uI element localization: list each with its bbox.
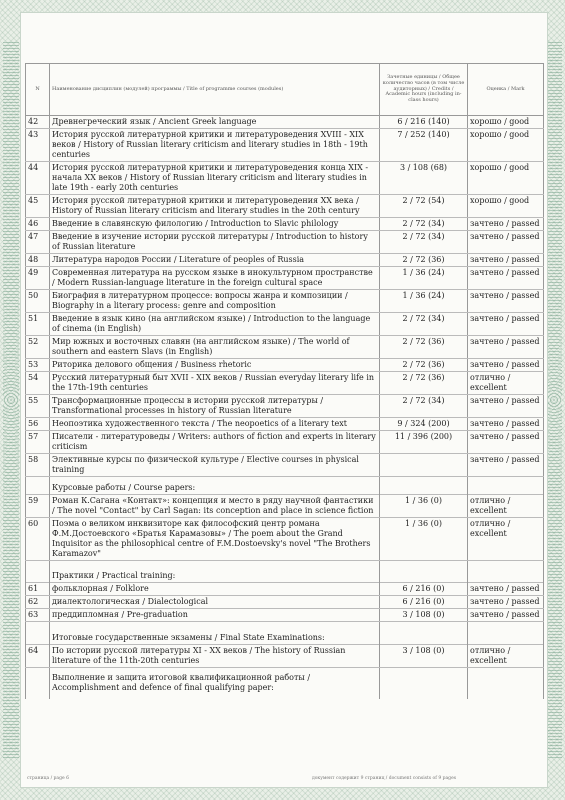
table-row bbox=[26, 195, 544, 218]
row-credits: 3 / 108 (0) bbox=[380, 609, 468, 622]
courses-group-exams bbox=[26, 644, 544, 667]
table-row bbox=[26, 162, 544, 195]
row-credits: 6 / 216 (140) bbox=[380, 116, 468, 129]
row-mark: зачтено / passed bbox=[468, 596, 544, 609]
row-mark: хорошо / good bbox=[468, 162, 544, 195]
row-mark: зачтено / passed bbox=[468, 454, 544, 477]
table-row bbox=[26, 596, 544, 609]
row-title: Мир южных и восточных славян (на английском языке) / The world of southern and eastern Slavs (in English) bbox=[50, 336, 380, 359]
table-row bbox=[26, 517, 544, 560]
row-credits: 2 / 72 (36) bbox=[380, 336, 468, 359]
row-number: 54 bbox=[26, 372, 50, 395]
table-row bbox=[26, 267, 544, 290]
row-title: История русской литературной критики и литературоведения XVIII - XIX веков / History of Russian literary criticism and literary studies in 18th - 19th centuries bbox=[50, 129, 380, 162]
row-credits bbox=[380, 454, 468, 477]
row-number: 64 bbox=[26, 644, 50, 667]
row-credits: 2 / 72 (34) bbox=[380, 218, 468, 231]
section-course-papers-title: Курсовые работы / Course papers: bbox=[50, 482, 380, 495]
row-number: 57 bbox=[26, 431, 50, 454]
final-qualifying-text: Выполнение и защита итоговой квалификационной работы / Accomplishment and defence of final qualifying paper: bbox=[50, 672, 380, 694]
row-title: фольклорная / Folklore bbox=[50, 583, 380, 596]
row-mark: зачтено / passed bbox=[468, 267, 544, 290]
courses-group-papers bbox=[26, 494, 544, 560]
table-row bbox=[26, 254, 544, 267]
row-mark: хорошо / good bbox=[468, 129, 544, 162]
row-title: По истории русской литературы XI - XX веков / The history of Russian literature of the 11th-20th centuries bbox=[50, 644, 380, 667]
footer-page-count: документ содержит 9 страниц / document consists of 9 pages bbox=[311, 776, 457, 781]
row-number: 46 bbox=[26, 218, 50, 231]
table-row bbox=[26, 494, 544, 517]
row-number: 63 bbox=[26, 609, 50, 622]
table-row bbox=[26, 313, 544, 336]
row-title: Неопоэтика художественного текста / The neopoetics of a literary text bbox=[50, 418, 380, 431]
row-credits: 2 / 72 (54) bbox=[380, 195, 468, 218]
row-mark: зачтено / passed bbox=[468, 231, 544, 254]
row-title: Введение в славянскую филологию / Introduction to Slavic philology bbox=[50, 218, 380, 231]
courses-group-practical bbox=[26, 583, 544, 622]
row-mark: отлично / excellent bbox=[468, 644, 544, 667]
table-row bbox=[26, 395, 544, 418]
section-final bbox=[26, 667, 544, 699]
row-title: Введение в изучение истории русской литературы / Introduction to history of Russian literature bbox=[50, 231, 380, 254]
row-number: 45 bbox=[26, 195, 50, 218]
row-credits: 2 / 72 (36) bbox=[380, 359, 468, 372]
table-row bbox=[26, 431, 544, 454]
section-practical-title: Практики / Practical training: bbox=[50, 570, 380, 583]
header-credits: Зачетные единицы / Общее количество часов (в том числе аудиторных) / Credits / Academic hours (including in-class hours) bbox=[380, 64, 468, 116]
row-title: диалектологическая / Dialectological bbox=[50, 596, 380, 609]
table-row bbox=[26, 583, 544, 596]
table-row bbox=[26, 359, 544, 372]
row-mark: зачтено / passed bbox=[468, 254, 544, 267]
row-credits: 1 / 36 (0) bbox=[380, 494, 468, 517]
row-mark: зачтено / passed bbox=[468, 313, 544, 336]
table-row bbox=[26, 290, 544, 313]
table-row bbox=[26, 336, 544, 359]
table-row bbox=[26, 644, 544, 667]
row-mark: отлично / excellent bbox=[468, 517, 544, 560]
table-row bbox=[26, 218, 544, 231]
row-number: 55 bbox=[26, 395, 50, 418]
row-mark: отлично / excellent bbox=[468, 494, 544, 517]
row-title: Писатели - литературоведы / Writers: authors of fiction and experts in literary criticism bbox=[50, 431, 380, 454]
row-number: 58 bbox=[26, 454, 50, 477]
row-number: 52 bbox=[26, 336, 50, 359]
row-number: 62 bbox=[26, 596, 50, 609]
section-course-papers bbox=[26, 477, 544, 495]
row-mark: зачтено / passed bbox=[468, 395, 544, 418]
guilloche-left-pattern bbox=[3, 40, 19, 760]
row-title: преддипломная / Pre-graduation bbox=[50, 609, 380, 622]
header-number: N bbox=[26, 64, 50, 116]
page-footer bbox=[27, 776, 541, 781]
row-credits: 2 / 72 (36) bbox=[380, 372, 468, 395]
guilloche-right-pattern bbox=[546, 40, 562, 760]
table-row bbox=[26, 129, 544, 162]
section-practical bbox=[26, 560, 544, 583]
row-mark: хорошо / good bbox=[468, 195, 544, 218]
row-title: Трансформационные процессы в истории русской литературы / Transformational processes in history of Russian literature bbox=[50, 395, 380, 418]
row-number: 43 bbox=[26, 129, 50, 162]
row-credits: 6 / 216 (0) bbox=[380, 596, 468, 609]
row-mark: зачтено / passed bbox=[468, 290, 544, 313]
row-credits: 9 / 324 (200) bbox=[380, 418, 468, 431]
row-mark: отлично / excellent bbox=[468, 372, 544, 395]
row-credits: 2 / 72 (34) bbox=[380, 313, 468, 336]
row-number: 53 bbox=[26, 359, 50, 372]
row-title: Современная литература на русском языке в инокультурном пространстве / Modern Russian-language literature in the foreign cultural space bbox=[50, 267, 380, 290]
table-row bbox=[26, 231, 544, 254]
row-credits: 1 / 36 (0) bbox=[380, 517, 468, 560]
row-credits: 7 / 252 (140) bbox=[380, 129, 468, 162]
row-number: 47 bbox=[26, 231, 50, 254]
table-row bbox=[26, 418, 544, 431]
row-title: Древнегреческий язык / Ancient Greek language bbox=[50, 116, 380, 129]
row-number: 56 bbox=[26, 418, 50, 431]
row-number: 49 bbox=[26, 267, 50, 290]
row-title: История русской литературной критики и литературоведения конца XIX - начала XX веков / History of Russian literary criticism and literary studies in late 19th - early 20th centuries bbox=[50, 162, 380, 195]
row-mark: зачтено / passed bbox=[468, 418, 544, 431]
row-title: Поэма о великом инквизиторе как философский центр романа Ф.М.Достоевского «Братья Карамазовы» / The poem about the Grand Inquisitor as the philosophical centre of F.M.Dostoevsky's novel "The Brothers Karamazov" bbox=[50, 517, 380, 560]
row-number: 44 bbox=[26, 162, 50, 195]
row-number: 51 bbox=[26, 313, 50, 336]
row-number: 42 bbox=[26, 116, 50, 129]
row-credits: 2 / 72 (34) bbox=[380, 231, 468, 254]
row-number: 61 bbox=[26, 583, 50, 596]
row-title: Русский литературный быт XVII - XIX веков / Russian everyday literary life in the 17th-19th centuries bbox=[50, 372, 380, 395]
row-title: Риторика делового общения / Business rhetoric bbox=[50, 359, 380, 372]
footer-page-number: страница / page 6 bbox=[27, 776, 69, 781]
courses-table bbox=[25, 63, 544, 699]
row-mark: хорошо / good bbox=[468, 116, 544, 129]
header-title: Наименование дисциплин (модулей) программы / Title of programme courses (modules) bbox=[50, 64, 380, 116]
row-credits: 1 / 36 (24) bbox=[380, 267, 468, 290]
row-mark: зачтено / passed bbox=[468, 609, 544, 622]
row-mark: зачтено / passed bbox=[468, 336, 544, 359]
table-row bbox=[26, 609, 544, 622]
row-credits: 6 / 216 (0) bbox=[380, 583, 468, 596]
row-title: Элективные курсы по физической культуре / Elective courses in physical training bbox=[50, 454, 380, 477]
row-credits: 1 / 36 (24) bbox=[380, 290, 468, 313]
table-row bbox=[26, 116, 544, 129]
row-title: Литература народов России / Literature of peoples of Russia bbox=[50, 254, 380, 267]
document-sheet bbox=[20, 12, 548, 788]
row-credits: 2 / 72 (34) bbox=[380, 395, 468, 418]
table-row bbox=[26, 454, 544, 477]
courses-group-main bbox=[26, 116, 544, 477]
row-title: История русской литературной критики и литературоведения XX века / History of Russian literary criticism and literary studies in the 20th century bbox=[50, 195, 380, 218]
row-number: 59 bbox=[26, 494, 50, 517]
row-credits: 11 / 396 (200) bbox=[380, 431, 468, 454]
row-mark: зачтено / passed bbox=[468, 583, 544, 596]
row-credits: 2 / 72 (36) bbox=[380, 254, 468, 267]
table-row bbox=[26, 372, 544, 395]
section-exams bbox=[26, 622, 544, 645]
row-title: Роман К.Сагана «Контакт»: концепция и место в ряду научной фантастики / The novel "Contact" by Carl Sagan: its conception and place in science fiction bbox=[50, 494, 380, 517]
row-number: 50 bbox=[26, 290, 50, 313]
row-number: 60 bbox=[26, 517, 50, 560]
row-number: 48 bbox=[26, 254, 50, 267]
row-mark: зачтено / passed bbox=[468, 431, 544, 454]
row-title: Введение в язык кино (на английском языке) / Introduction to the language of cinema (in English) bbox=[50, 313, 380, 336]
header-mark: Оценка / Mark bbox=[468, 64, 544, 116]
row-credits: 3 / 108 (0) bbox=[380, 644, 468, 667]
row-credits: 3 / 108 (68) bbox=[380, 162, 468, 195]
section-exams-title: Итоговые государственные экзамены / Final State Examinations: bbox=[50, 632, 380, 645]
row-title: Биография в литературном процессе: вопросы жанра и композиции / Biography in a literary process: genre and composition bbox=[50, 290, 380, 313]
row-mark: зачтено / passed bbox=[468, 218, 544, 231]
row-mark: зачтено / passed bbox=[468, 359, 544, 372]
